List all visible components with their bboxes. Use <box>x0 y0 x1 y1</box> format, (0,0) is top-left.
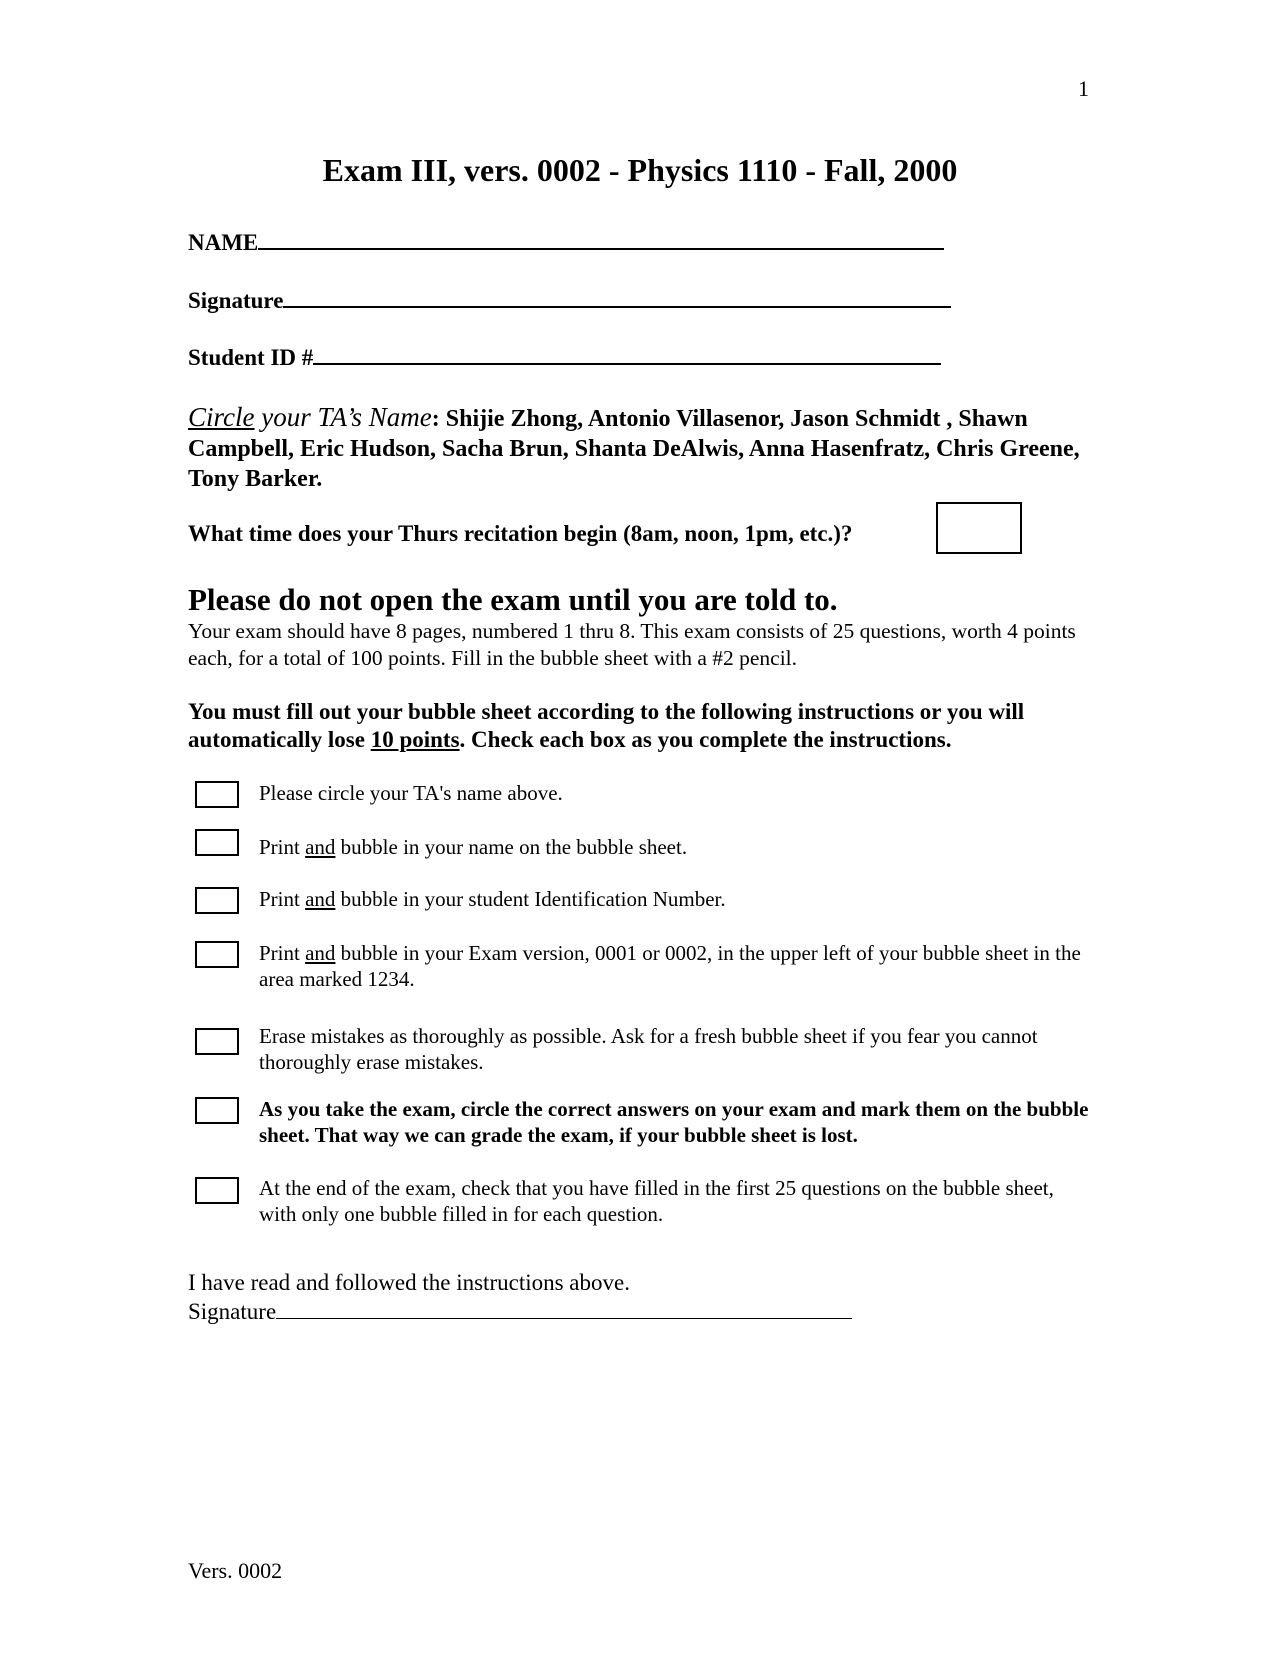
checklist-text-and: and <box>305 835 336 859</box>
checklist-text-and: and <box>305 887 336 911</box>
bubble-warning <box>188 698 1098 754</box>
checkbox[interactable] <box>195 941 239 968</box>
checklist-text: Please circle your TA's name above. <box>259 781 563 805</box>
exam-title: Exam III, vers. 0002 - Physics 1110 - Fall, 2000 <box>322 152 958 188</box>
checkbox[interactable] <box>195 1177 239 1204</box>
ta-selection <box>188 402 1098 494</box>
name-label: NAME <box>188 230 259 255</box>
checklist-text: At the end of the exam, check that you have filled in the first 25 questions on the bubble sheet, with only one bubble filled in for each question. <box>259 1176 1054 1226</box>
intro-text: Your exam should have 8 pages, numbered 1 thru 8. This exam consists of 25 questions, worth 4 points each, for a total of 100 points. Fill in the bubble sheet with a #2 pencil. <box>188 619 1076 670</box>
warning-heading: Please do not open the exam until you are told to. <box>188 582 838 617</box>
signature-line[interactable] <box>283 284 951 308</box>
ta-names[interactable]: Shijie Zhong, Antonio Villasenor, Jason Schmidt , Shawn Campbell, Eric Hudson, Sacha Brun, Shanta DeAlwis, Anna Hasenfratz, Chris Greene, Tony Barker. <box>188 406 1080 492</box>
checklist-text-post: bubble in your Exam version, 0001 or 0002, in the upper left of your bubble sheet in the area marked 1234. <box>259 941 1081 991</box>
checklist-text: Erase mistakes as thoroughly as possible. Ask for a fresh bubble sheet if you fear you cannot thoroughly erase mistakes. <box>259 1024 1038 1074</box>
checklist-text-post: bubble in your name on the bubble sheet. <box>335 835 688 859</box>
checklist-text-pre: Print <box>259 835 306 859</box>
checkbox[interactable] <box>195 887 239 914</box>
checklist-text <box>259 834 1089 860</box>
acknowledgement-statement: I have read and followed the instructions above. <box>188 1270 630 1295</box>
ta-label <box>188 402 432 432</box>
checklist-text: As you take the exam, circle the correct answers on your exam and mark them on the bubble sheet. That way we can grade the exam, if your bubble sheet is lost. <box>259 1097 1089 1147</box>
circle-word: Circle <box>188 402 255 432</box>
student-id-field <box>188 341 941 371</box>
name-line[interactable] <box>258 226 944 250</box>
recitation-time-box[interactable] <box>936 502 1022 554</box>
checklist-text <box>259 940 1089 992</box>
bubble-warning-part2: . Check each box as you complete the instructions. <box>459 727 952 752</box>
checkbox[interactable] <box>195 1028 239 1055</box>
student-id-label: Student ID # <box>188 345 314 370</box>
acknowledgement-signature-label: Signature <box>188 1299 277 1324</box>
bubble-warning-part1: You must fill out your bubble sheet according to the following instructions or you will automatically lose <box>188 699 1025 752</box>
student-id-line[interactable] <box>313 341 941 365</box>
signature-label: Signature <box>188 288 284 313</box>
footer-version: Vers. 0002 <box>188 1558 283 1583</box>
recitation-question: What time does your Thurs recitation begin (8am, noon, 1pm, etc.)? <box>188 521 853 546</box>
name-field <box>188 226 944 256</box>
acknowledgement-signature <box>188 1297 852 1325</box>
checklist-text <box>259 886 1089 912</box>
checkbox[interactable] <box>195 1097 239 1124</box>
checklist-text-pre: Print <box>259 887 306 911</box>
checkbox[interactable] <box>195 829 239 856</box>
bubble-warning-points: 10 points <box>370 727 460 752</box>
page-number: 1 <box>1078 76 1089 101</box>
checklist-text-post: bubble in your student Identification Number. <box>335 887 726 911</box>
ta-colon: : <box>431 406 446 432</box>
signature-field <box>188 284 951 314</box>
checklist-text-and: and <box>305 941 336 965</box>
ta-label-rest: your TA’s Name <box>254 402 432 432</box>
checklist-text-pre: Print <box>259 941 306 965</box>
checkbox[interactable] <box>195 781 239 808</box>
acknowledgement-signature-line[interactable] <box>276 1297 852 1319</box>
